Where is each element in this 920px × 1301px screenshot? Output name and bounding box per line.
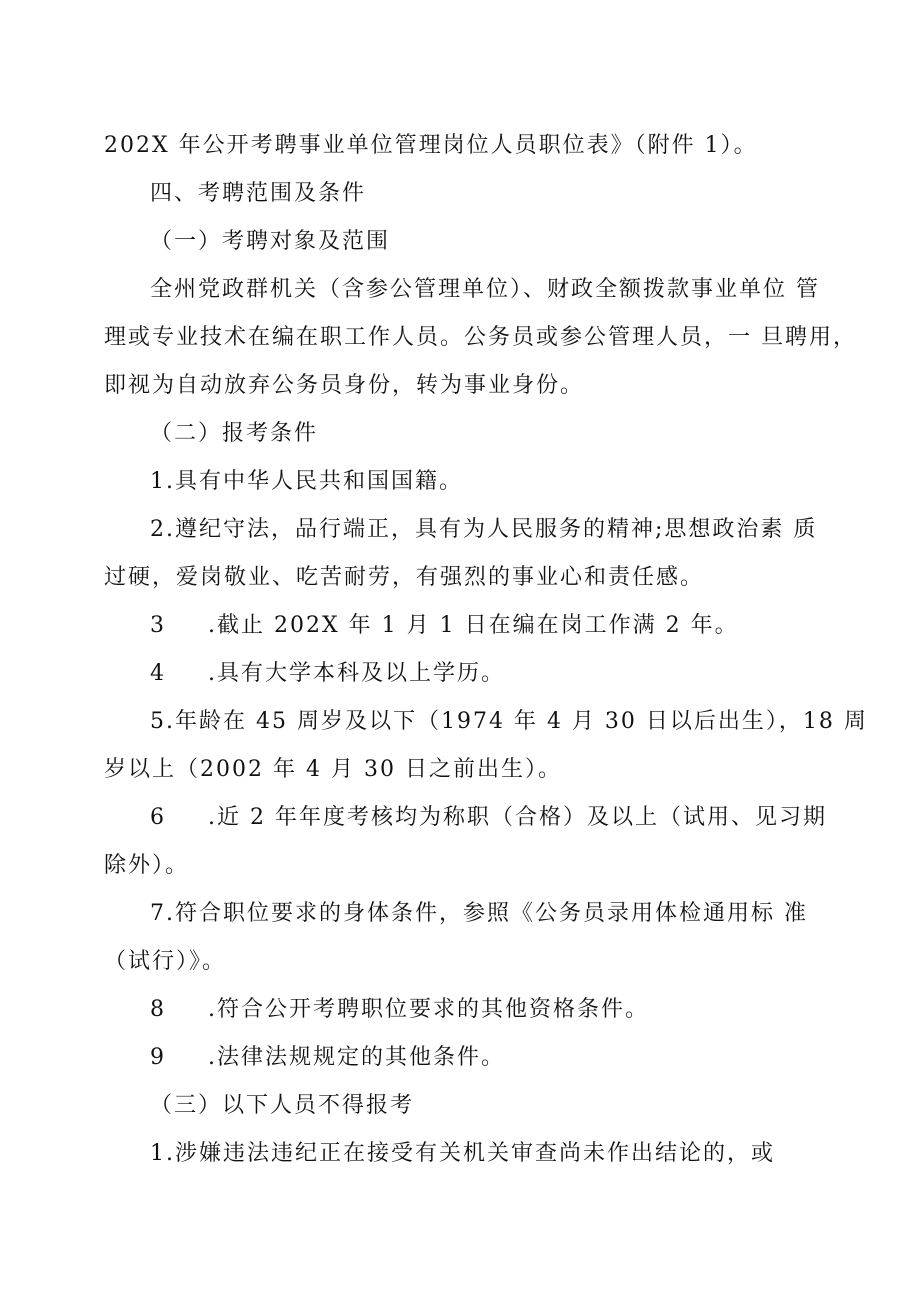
text-line: [0, 464, 920, 500]
list-item-number: 4: [150, 661, 166, 686]
text-line: [0, 368, 920, 404]
list-item: 2.遵纪守法，品行端正，具有为人民服务的精神;思想政治素 质: [150, 517, 818, 542]
subsection-heading: （一）考聘对象及范围: [150, 229, 391, 254]
text-line: [0, 848, 920, 884]
text-line: [0, 560, 920, 596]
paragraph-text: 除外）。: [104, 853, 190, 878]
list-item: .具有大学本科及以上学历。: [208, 661, 505, 686]
text-line: [0, 704, 920, 740]
paragraph-text: 202X 年公开考聘事业单位管理岗位人员职位表》（附件 1）。: [104, 133, 758, 158]
text-line: [0, 272, 920, 308]
text-line: [0, 176, 920, 212]
subsection-heading: （三）以下人员不得报考: [150, 1093, 415, 1118]
list-item: 5.年龄在 45 周岁及以下（1974 年 4 月 30 日以后出生），18 周: [150, 709, 868, 734]
text-line: [0, 752, 920, 788]
paragraph-text: 全州党政群机关（含参公管理单位）、财政全额拨款事业单位 管: [150, 277, 820, 302]
list-item: .截止 202X 年 1 月 1 日在编在岗工作满 2 年。: [208, 613, 739, 638]
text-line: [0, 320, 920, 356]
list-item-number: 8: [150, 997, 166, 1022]
list-item: .法律法规规定的其他条件。: [208, 1045, 505, 1070]
subsection-heading: （二）报考条件: [150, 421, 319, 446]
list-item: 7.符合职位要求的身体条件，参照《公务员录用体检通用标 准: [150, 901, 808, 926]
paragraph-text: 即视为自动放弃公务员身份，转为事业身份。: [104, 373, 585, 398]
list-item-number: 6: [150, 805, 166, 830]
text-line: [0, 800, 920, 836]
paragraph-text: 岁以上（2002 年 4 月 30 日之前出生）。: [104, 757, 562, 782]
text-line: [0, 224, 920, 260]
text-line: [0, 512, 920, 548]
list-item: 1.涉嫌违法违纪正在接受有关机关审查尚未作出结论的，或: [150, 1141, 775, 1166]
list-item: .近 2 年年度考核均为称职（合格）及以上（试用、见习期: [208, 805, 827, 830]
text-line: [0, 656, 920, 692]
text-line: [0, 608, 920, 644]
list-item-number: 3: [150, 613, 166, 638]
text-line: [0, 1088, 920, 1124]
text-line: [0, 1040, 920, 1076]
text-line: [0, 992, 920, 1028]
text-line: [0, 944, 920, 980]
paragraph-text: （试行）》。: [104, 949, 227, 974]
list-item-number: 9: [150, 1045, 166, 1070]
list-item: .符合公开考聘职位要求的其他资格条件。: [208, 997, 649, 1022]
paragraph-text: 理或专业技术在编在职工作人员。公务员或参公管理人员，一 旦聘用，: [104, 325, 857, 350]
text-line: [0, 416, 920, 452]
text-line: [0, 1136, 920, 1172]
text-line: [0, 128, 920, 164]
text-line: [0, 896, 920, 932]
list-item: 1.具有中华人民共和国国籍。: [150, 469, 463, 494]
paragraph-text: 过硬，爱岗敬业、吃苦耐劳，有强烈的事业心和责任感。: [104, 565, 705, 590]
section-heading: 四、考聘范围及条件: [150, 181, 367, 206]
